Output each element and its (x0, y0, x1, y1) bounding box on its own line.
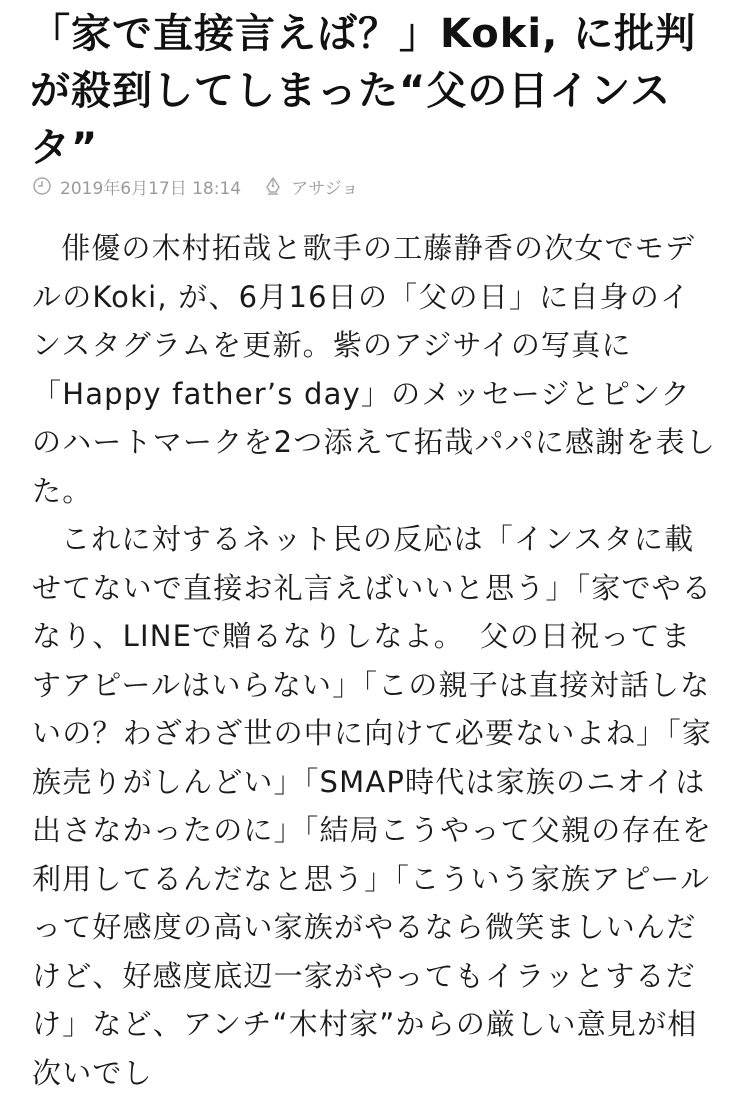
article-title: 「家で直接言えば？」Koki, に批判が殺到してしまった“父の日インスタ” (30, 11, 697, 171)
pen-nib-icon (263, 176, 283, 196)
article-body (32, 224, 718, 1097)
publish-date: 2019年6月17日 18:14 (60, 178, 242, 199)
article-source[interactable]: アサジョ (291, 178, 359, 199)
clock-icon (32, 176, 52, 196)
paragraph: 俳優の木村拓哉と歌手の工藤静香の次女でモデルのKoki, が、6月16日の「父の日」に自身のインスタグラムを更新。紫のアジサイの写真に「Happy father’s day」のメッセージとピンクのハートマークを2つ添えて拓哉パパに感謝を表した。 (32, 231, 717, 508)
article-meta (32, 172, 358, 200)
paragraph: これに対するネット民の反応は「インスタに載せてないで直接お礼言えばいいと思う」「家でやるなり、LINEで贈るなりしなよ。 父の日祝ってますアピールはいらない」「この親子は直接対話しないの？わざわざ世の中に向けて必要ないよね」「家族売りがしんどい」「SMAP時代は家族のニオイは出さなかったのに」「結局こうやって父親の存在を利用してるんだなと思う」「こういう家族アピールって好感度の高い家族がやるなら微笑ましいんだけど、好感度底辺一家がやってもイラッとするだけ」など、アンチ“木村家”からの厳しい意見が相次いでし (32, 522, 713, 1090)
